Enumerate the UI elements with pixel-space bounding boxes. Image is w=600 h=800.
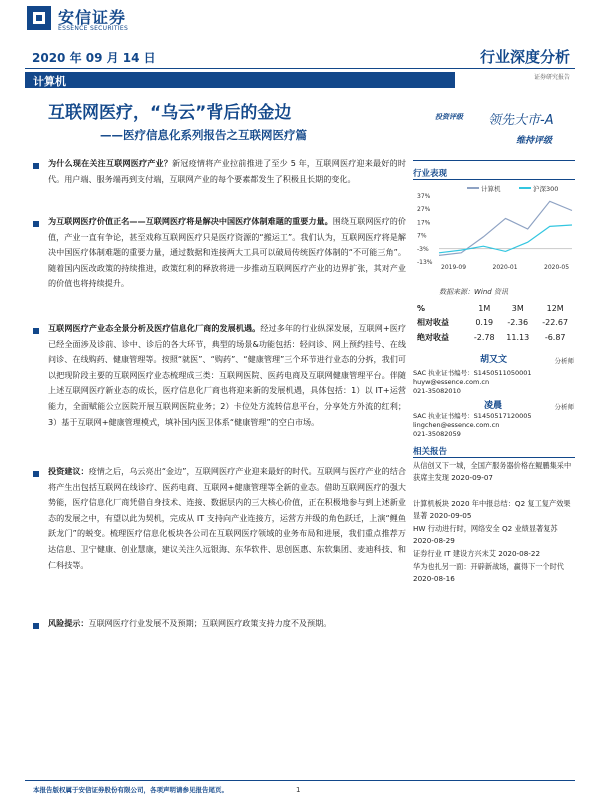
- table-cell: 绝对收益: [417, 333, 449, 342]
- footer-divider: [25, 780, 575, 781]
- y-tick-label: -13%: [417, 259, 433, 266]
- analyst-cert: SAC 执业证书编号：S1450511050001: [413, 369, 532, 377]
- y-tick-label: 7%: [417, 232, 427, 240]
- bullet-marker: [33, 221, 39, 227]
- table-header-cell: 12M: [546, 304, 564, 313]
- bullet-marker: [33, 328, 39, 334]
- related-report-item[interactable]: 华为也扎另一面：开辟新战场，赢得下一个时代 2020-08-16: [413, 562, 564, 583]
- related-report-item[interactable]: 从信创又下一城，全国产服务器价格在鲲鹏集采中获席主发现 2020-09-07: [413, 461, 572, 482]
- related-report-item[interactable]: 证券行业 IT 建设方兴未艾 2020-08-22: [413, 549, 541, 558]
- paragraph-text: 围绕互联网医疗的价值，产业一直有争论，甚至戏称互联网医疗只是医疗资源的“搬运工”。我们认为，互联网医疗将是解决中国医疗体制难题的重要力量，通过数据和连接两大工具可以破局传统医疗体制的“不可能三角”。随着国内医改政策的持续推进，政策红利的释放将进一步推动互联网医疗产业的边界扩张，其对产业的价值也将持续提升。: [48, 216, 406, 289]
- paragraph-lead: 投资建议：: [48, 466, 89, 476]
- analyst-name: 胡又文: [480, 355, 508, 365]
- chart-source: 数据来源：Wind 资讯: [439, 288, 508, 296]
- x-tick-label: 2019-09: [441, 264, 467, 271]
- performance-table: [413, 302, 575, 345]
- report-title: 互联网医疗，“乌云”背后的金边: [48, 103, 292, 123]
- y-tick-label: 27%: [417, 206, 431, 214]
- table-row: [413, 315, 575, 330]
- table-header-cell: 3M: [511, 304, 524, 313]
- paragraph-lead: 风险提示：: [48, 618, 89, 628]
- chart-legend: [467, 184, 558, 193]
- table-header-row: [413, 302, 575, 315]
- table-header-cell: 1M: [478, 304, 491, 313]
- table-cell: -2.36: [507, 318, 529, 327]
- paragraph-lead: 为互联网医疗价值正名——互联网医疗将是解决中国医疗体制难题的重要力量。: [48, 216, 333, 226]
- paragraph-text: 新冠疫情将产业拉前推进了至少 5 年，互联网医疗迎来最好的时代。用户端、服务端再到支付端，互联网产业的每个要素都发生了积极且长期的变化。: [48, 158, 406, 184]
- related-report-item[interactable]: 计算机板块 2020 年中报总结：Q2 复工复产效果显著 2020-09-05: [413, 499, 571, 520]
- right-column-divider: [413, 160, 575, 161]
- footer-text: 本报告版权属于安信证券股份有限公司，: [33, 786, 150, 794]
- analyst-phone: 021-35082010: [413, 387, 461, 395]
- paragraph-investment-advice: [48, 464, 406, 573]
- analyst-phone: 021-35082059: [413, 430, 461, 438]
- table-cell: -2.78: [473, 333, 495, 342]
- essence-logo-icon: [27, 6, 51, 30]
- brand-name: 安信证券: [58, 8, 127, 27]
- paragraph-why-now: [48, 156, 406, 187]
- series-line-computer: [439, 201, 572, 255]
- x-tick-label: 2020-01: [492, 264, 518, 271]
- page-number: 1: [296, 786, 301, 794]
- paragraph-value: [48, 214, 406, 292]
- bullet-marker: [33, 623, 39, 629]
- table-cell: 0.19: [475, 318, 494, 327]
- header-divider: [25, 68, 575, 69]
- table-cell: 相对收益: [417, 318, 449, 327]
- table-cell: 11.13: [506, 333, 530, 342]
- related-report-item[interactable]: HW 行动进行时，网络安全 Q2 业绩显著复苏 2020-08-29: [413, 524, 558, 545]
- section-divider: [413, 457, 575, 458]
- legend-label-computer: 计算机: [481, 185, 501, 193]
- rating-note: 维持评级: [516, 136, 553, 146]
- table-cell: -22.67: [542, 318, 569, 327]
- analyst-cert: SAC 执业证书编号：S1450517120005: [413, 412, 532, 420]
- rating-value: 领先大市-A: [488, 113, 554, 128]
- report-date: 2020 年 09 月 14 日: [32, 51, 156, 65]
- report-type: 行业深度分析: [479, 48, 570, 66]
- paragraph-text: 经过多年的行业纵深发展，互联网+医疗已经全面涉及诊前、诊中、诊后的各大环节，典型的场景&功能包括：轻问诊、网上预约挂号、在线问诊、在线购药、健康管理等。按照“就医”、“购药”、“健康管理”三个环节进行业态的分拆，我们可以把现阶段主要的互联网医疗业态梳理成三类：互联网医院、医药电商及互联网健康管理平台。伴随上述互联网医疗新业态的成长，医疗信息化厂商也将迎来新的发展机遇，具体包括：1）以 IT+运营能力，全面赋能公立医院开展互联网医院业务；2）卡位处方流转信息平台，分享处方外流的红利；3）基于互联网+健康管理模式，填补国内医卫体系“健康管理”的空白市场。: [48, 323, 406, 427]
- table-row: [413, 330, 575, 345]
- x-tick-label: 2020-05: [544, 264, 570, 271]
- bullet-marker: [33, 471, 39, 477]
- rating-label: 投资评级: [435, 113, 463, 121]
- report-subtype: 证券研究报告: [533, 74, 570, 81]
- analyst-name: 凌晨: [484, 401, 503, 411]
- bullet-marker: [33, 163, 39, 169]
- sector-banner: [25, 72, 455, 88]
- report-subtitle: ——医疗信息化系列报告之互联网医疗篇: [100, 128, 307, 142]
- related-reports-header: 相关报告: [413, 447, 448, 457]
- paragraph-landscape: [48, 321, 406, 430]
- legend-label-csi300: 沪深300: [533, 185, 559, 193]
- analyst-role: 分析师: [554, 403, 574, 411]
- paragraph-text: 疫情之后，乌云亮出“金边”，互联网医疗产业迎来最好的时代。互联网与医疗产业的结合将产生出包括互联网在线诊疗、医药电商、互联网+健康管理等全新的业态。借助互联网医疗的强大势能，医疗信息化厂商凭借自身技术、连接、数据层内的三大核心价值，正在积极地参与到上述新业态的发展之中，有望以此为契机，完成从 IT 支持向产业连接方，运营方并级的角色跃迁，上演“鲤鱼跃龙门”的蜕变。梳理医疗信息化板块各公司在互联网医疗领域的业务布局和进展，我们重点推荐万达信息、卫宁健康、创业慧康，建议关注久远银海、东华软件、思创医惠、东软集团、麦迪科技、和仁科技等。: [48, 466, 406, 570]
- brand-name-english: ESSENCE SECURITIES: [58, 25, 129, 32]
- table-header-cell: %: [417, 304, 426, 313]
- paragraph-text: 互联网医疗行业发展不及预期；互联网医疗政策支持力度不及预期。: [88, 618, 332, 628]
- market-performance-chart: [417, 182, 575, 272]
- footer-text-2: 各项声明请参见报告尾页。: [150, 786, 228, 794]
- footer-disclaimer: [33, 785, 228, 794]
- paragraph-lead: 为什么现在关注互联网医疗产业？: [48, 158, 173, 168]
- paragraph-lead: 互联网医疗产业态全景分析及医疗信息化厂商的发展机遇。: [48, 323, 261, 333]
- sector-label: 计算机: [33, 75, 66, 88]
- section-divider: [413, 179, 575, 180]
- y-tick-label: 37%: [417, 193, 431, 200]
- paragraph-risk: [48, 616, 406, 632]
- market-performance-header: 行业表现: [413, 169, 448, 179]
- analyst-email[interactable]: lingchen@essence.com.cn: [413, 421, 500, 429]
- y-tick-label: 17%: [417, 219, 431, 227]
- analyst-role: 分析师: [554, 357, 574, 365]
- table-cell: -6.87: [544, 333, 566, 342]
- y-tick-label: -3%: [417, 245, 429, 253]
- analyst-email[interactable]: huyw@essence.com.cn: [413, 378, 490, 386]
